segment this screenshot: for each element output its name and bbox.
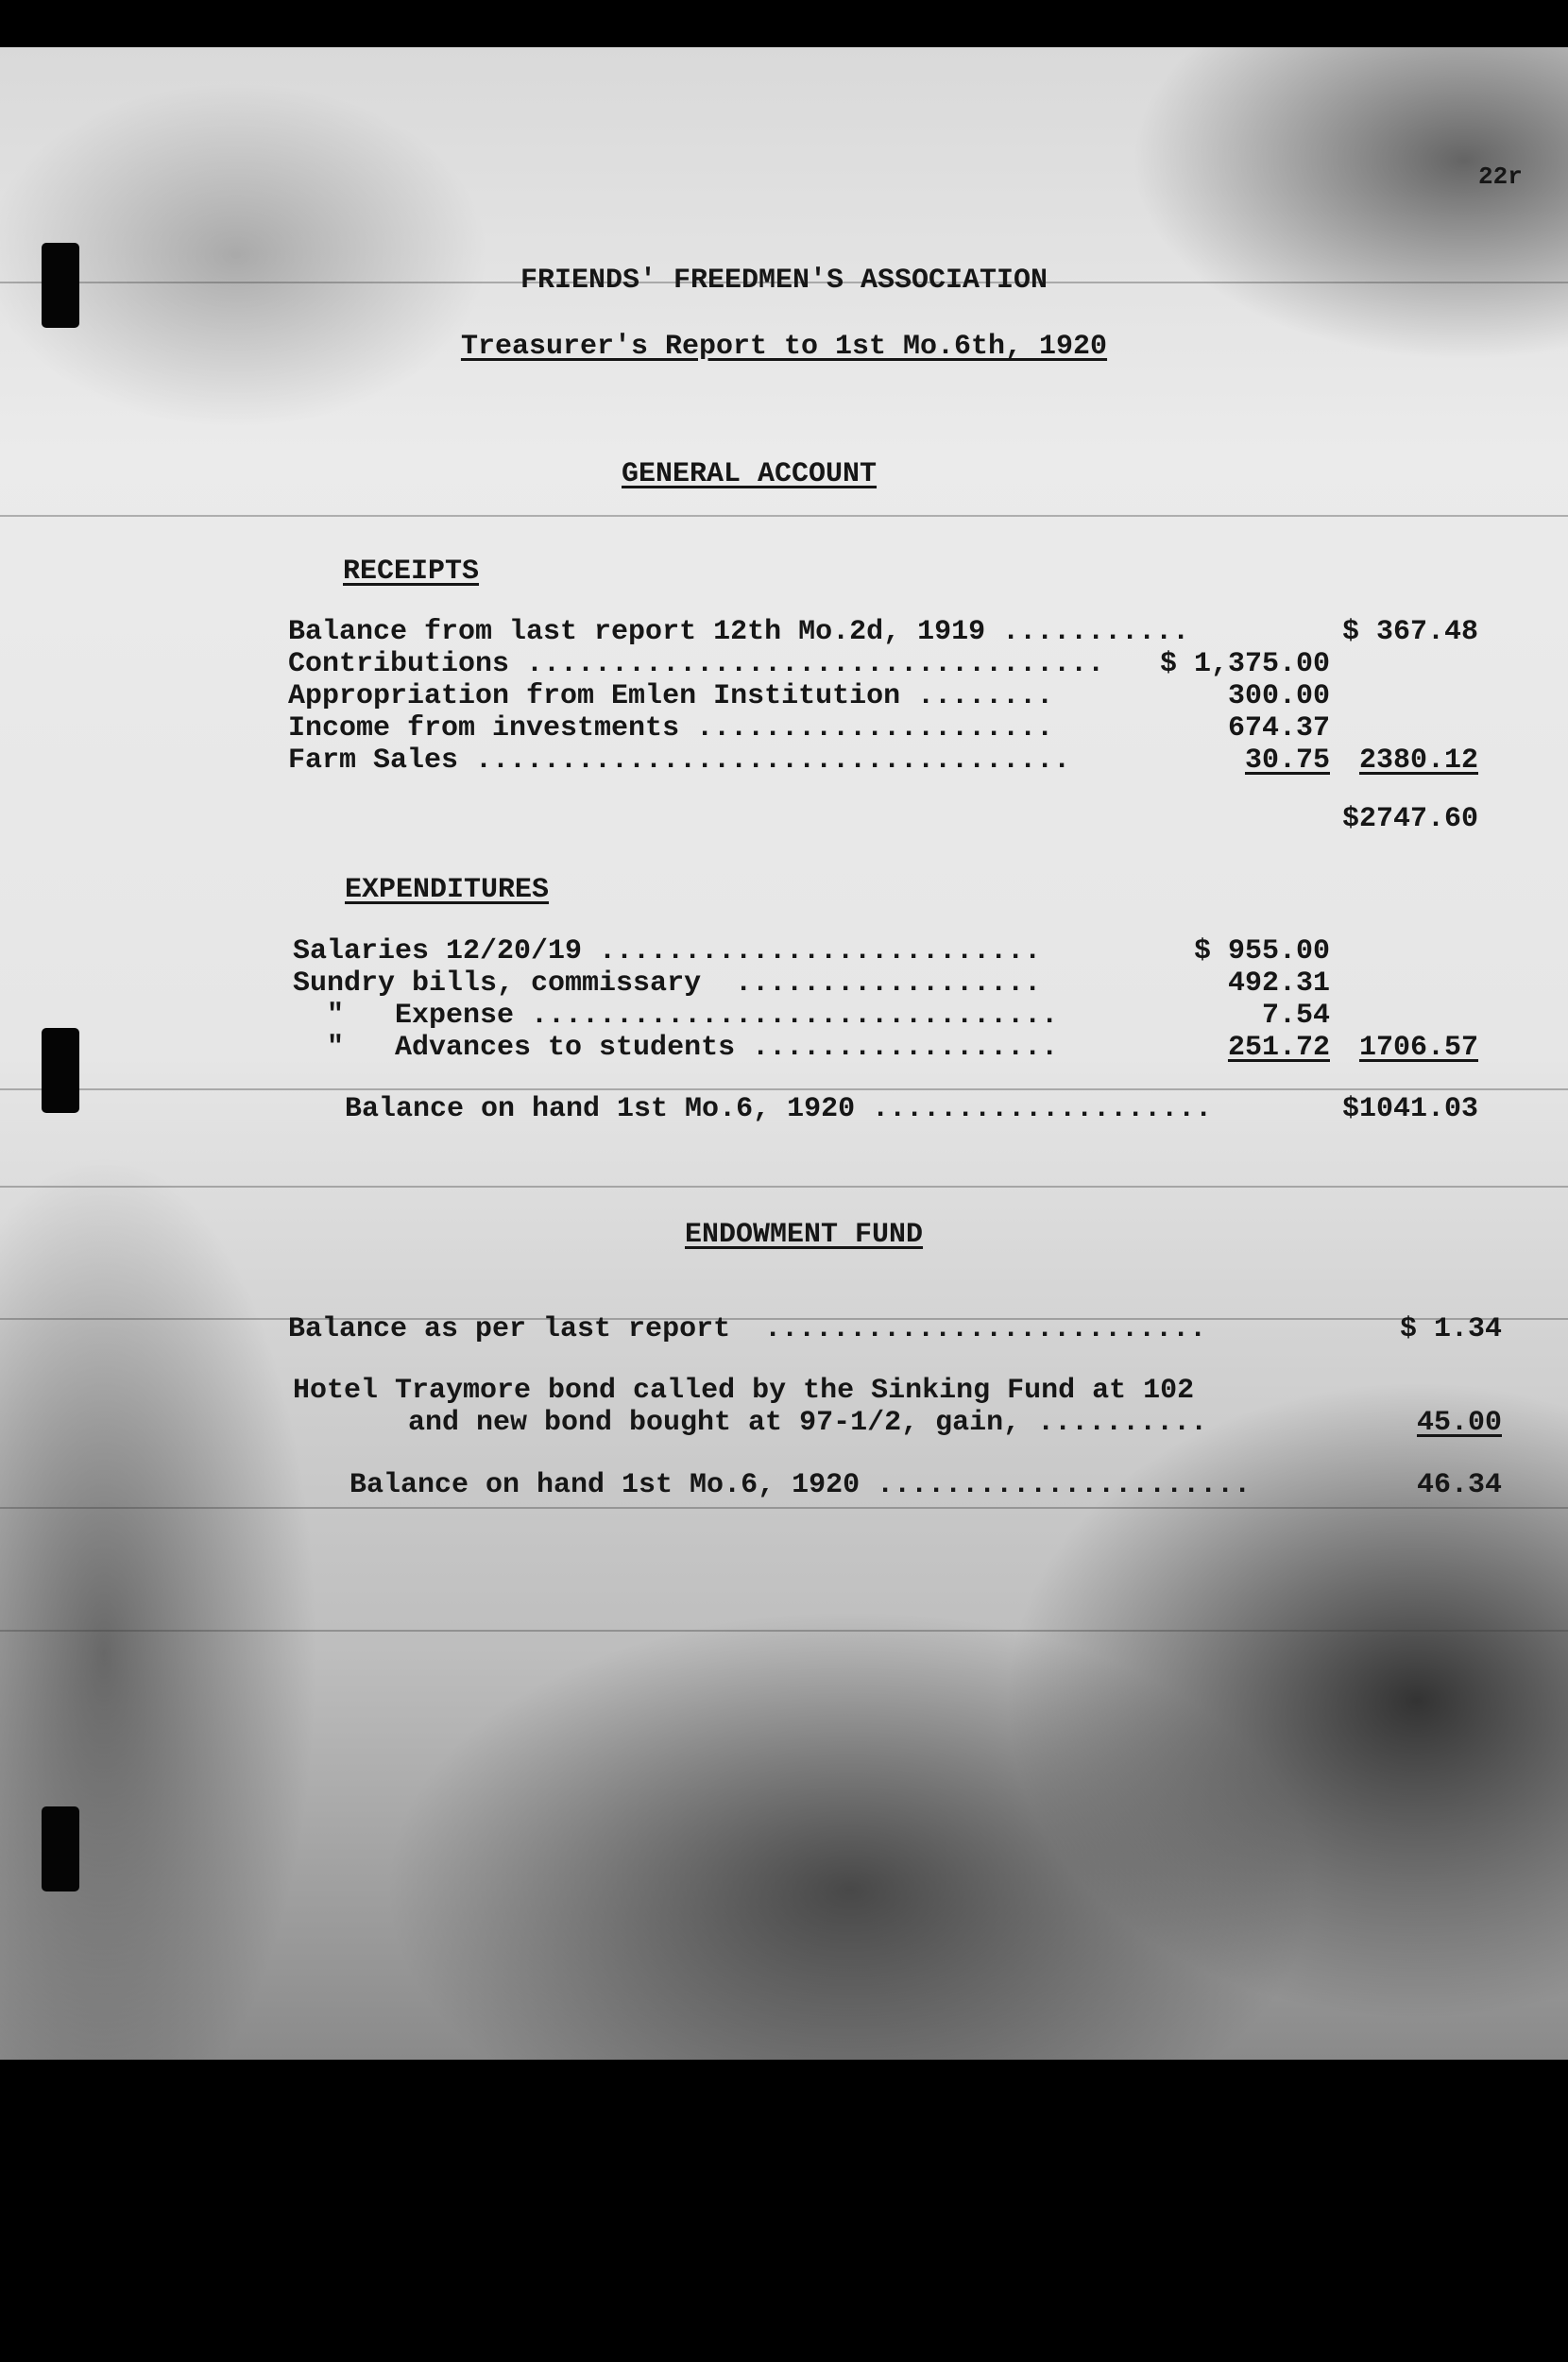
scan-rule — [0, 1186, 1568, 1188]
receipts-subtotal: 2380.12 — [1358, 745, 1478, 777]
receipt-item-amount: 674.37 — [1227, 712, 1330, 745]
general-balance-label: Balance on hand 1st Mo.6, 1920 .................... — [345, 1093, 1213, 1125]
endowment-final-balance-label: Balance on hand 1st Mo.6, 1920 ...................... — [349, 1469, 1252, 1501]
receipts-heading: RECEIPTS — [343, 556, 480, 588]
expenditure-item-amount: 492.31 — [1227, 967, 1330, 1000]
expenditure-item-label: Salaries 12/20/19 .......................... — [293, 935, 1042, 967]
bond-description-line-2: and new bond bought at 97-1/2, gain, .......... — [408, 1407, 1208, 1439]
organization-title: FRIENDS' FREEDMEN'S ASSOCIATION — [520, 265, 1048, 297]
bond-gain-amount: 45.00 — [1416, 1407, 1502, 1439]
receipt-item-amount: 30.75 — [1244, 745, 1330, 777]
receipts-grand-total: $2747.60 — [1341, 803, 1478, 835]
scan-rule — [0, 1088, 1568, 1090]
expenditure-item-label: " Advances to students .................. — [293, 1032, 1059, 1064]
expenditure-item-amount: $ 955.00 — [1193, 935, 1330, 967]
expenditures-heading: EXPENDITURES — [345, 874, 550, 906]
receipt-item-amount: 300.00 — [1227, 680, 1330, 712]
report-title — [0, 331, 1568, 363]
endowment-balance-label: Balance as per last report .......................... — [288, 1313, 1207, 1345]
expenditure-item-label: Sundry bills, commissary .................. — [293, 967, 1042, 1000]
endowment-final-balance-total: 46.34 — [1416, 1469, 1502, 1501]
receipt-item-label: Contributions .................................. — [288, 648, 1105, 680]
receipt-balance-total: $ 367.48 — [1341, 616, 1478, 648]
expenditures-subtotal: 1706.57 — [1358, 1032, 1478, 1064]
punch-hole-mark — [42, 1028, 79, 1113]
document-page — [0, 47, 1568, 2060]
endowment-fund-heading: ENDOWMENT FUND — [685, 1219, 924, 1251]
expenditure-item-amount: 251.72 — [1227, 1032, 1330, 1064]
report-title-text: Treasurer's Report to 1st Mo.6th, 1920 — [460, 331, 1108, 363]
expenditure-item-label: " Expense ............................... — [293, 1000, 1059, 1032]
scan-rule — [0, 515, 1568, 517]
general-balance-total: $1041.03 — [1341, 1093, 1478, 1125]
general-account-heading: GENERAL ACCOUNT — [622, 458, 878, 490]
punch-hole-mark — [42, 1806, 79, 1891]
receipt-item-label: Farm Sales ................................... — [288, 745, 1071, 777]
receipt-balance-label: Balance from last report 12th Mo.2d, 1919 ........... — [288, 616, 1207, 648]
page-number: 22r — [1478, 163, 1523, 191]
bond-description-line-1: Hotel Traymore bond called by the Sinking Fund at 102 — [293, 1375, 1195, 1407]
receipt-item-amount: $ 1,375.00 — [1159, 648, 1330, 680]
scan-rule — [0, 1630, 1568, 1632]
expenditure-item-amount: 7.54 — [1261, 1000, 1330, 1032]
endowment-balance-total: $ 1.34 — [1399, 1313, 1502, 1345]
scan-rule — [0, 1507, 1568, 1509]
receipt-item-label: Appropriation from Emlen Institution ........ — [288, 680, 1054, 712]
receipt-item-label: Income from investments ..................... — [288, 712, 1054, 745]
